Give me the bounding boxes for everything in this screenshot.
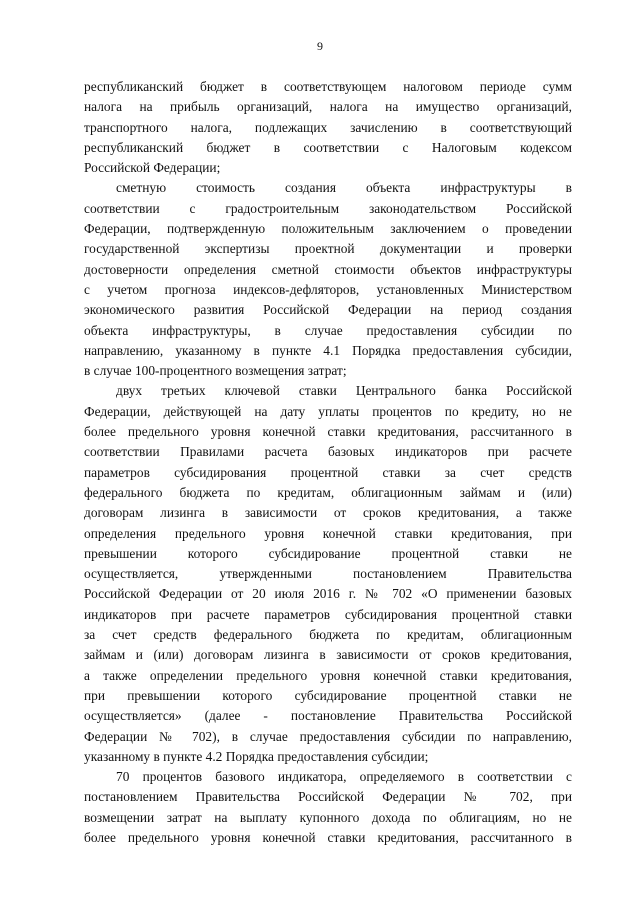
- text-line: возмещении затрат на выплату купонного дохода по облигациям, но не: [84, 809, 572, 825]
- text-line: направлению, указанному в пункте 4.1 Порядка предоставления субсидии,: [84, 342, 572, 358]
- text-line: определения предельного уровня конечной ставки кредитования, при: [84, 525, 572, 541]
- text-line: в случае 100-процентного возмещения затрат;: [84, 363, 347, 379]
- text-line: осуществляется, утвержденными постановлением Правительства: [84, 566, 572, 582]
- text-line: договорам лизинга в зависимости от сроков кредитования, а также: [84, 505, 572, 521]
- text-line: индикаторов при расчете параметров субсидирования процентной ставки: [84, 606, 572, 622]
- text-line: а также определении предельного уровня конечной ставки кредитования,: [84, 667, 572, 683]
- text-line: более предельного уровня конечной ставки кредитования, рассчитанного в: [84, 829, 572, 845]
- text-line: экономического развития Российской Федерации на период создания: [84, 302, 572, 318]
- text-line: Федерации, действующей на дату уплаты процентов по кредиту, но не: [84, 403, 572, 419]
- text-line: двух третьих ключевой ставки Центрального банка Российской: [116, 383, 572, 399]
- document-body: [84, 77, 572, 848]
- text-line: за счет средств федерального бюджета по кредитам, облигационным: [84, 627, 572, 643]
- text-line: 70 процентов базового индикатора, определяемого в соответствии с: [116, 769, 572, 785]
- text-line: займам и (или) договорам лизинга в зависимости от сроков кредитования,: [84, 647, 572, 663]
- text-line: Российской Федерации от 20 июля 2016 г. № 702 «О применении базовых: [84, 586, 572, 602]
- text-line: соответствии с градостроительным законодательством Российской: [84, 200, 572, 216]
- text-line: достоверности определения сметной стоимости объектов инфраструктуры: [84, 261, 572, 277]
- text-line: осуществляется» (далее - постановление Правительства Российской: [84, 708, 572, 724]
- text-line: республиканский бюджет в соответствующем налоговом периоде сумм: [84, 79, 572, 94]
- text-line: сметную стоимость создания объекта инфраструктуры в: [116, 180, 572, 196]
- text-line: при превышении которого субсидирование процентной ставки не: [84, 687, 572, 703]
- text-line: объекта инфраструктуры, в случае предоставления субсидии по: [84, 322, 572, 338]
- text-line: с учетом прогноза индексов-дефляторов, установленных Министерством: [84, 281, 572, 297]
- text-line: параметров субсидирования процентной ставки за счет средств: [84, 464, 572, 480]
- text-line: более предельного уровня конечной ставки кредитования, рассчитанного в: [84, 424, 572, 440]
- text-line: федерального бюджета по кредитам, облигационным займам и (или): [84, 484, 572, 500]
- text-line: Российской Федерации;: [84, 160, 221, 176]
- text-line: государственной экспертизы проектной документации и проверки: [84, 241, 572, 257]
- page-number: 9: [317, 39, 323, 53]
- text-line: постановлением Правительства Российской Федерации № 702, при: [84, 789, 572, 805]
- text-line: Федерации № 702), в случае предоставления субсидии по направлению,: [84, 728, 572, 744]
- text-line: превышении которого субсидирование процентной ставки не: [84, 545, 572, 561]
- text-line: Федерации, подтвержденную положительным заключением о проведении: [84, 221, 572, 237]
- text-line: транспортного налога, подлежащих зачислению в соответствующий: [84, 119, 572, 135]
- text-line: налога на прибыль организаций, налога на имущество организаций,: [84, 99, 572, 115]
- text-line: соответствии Правилами расчета базовых индикаторов при расчете: [84, 444, 572, 460]
- text-line: указанному в пункте 4.2 Порядка предоставления субсидии;: [84, 748, 429, 764]
- text-line: республиканский бюджет в соответствии с Налоговым кодексом: [84, 139, 572, 155]
